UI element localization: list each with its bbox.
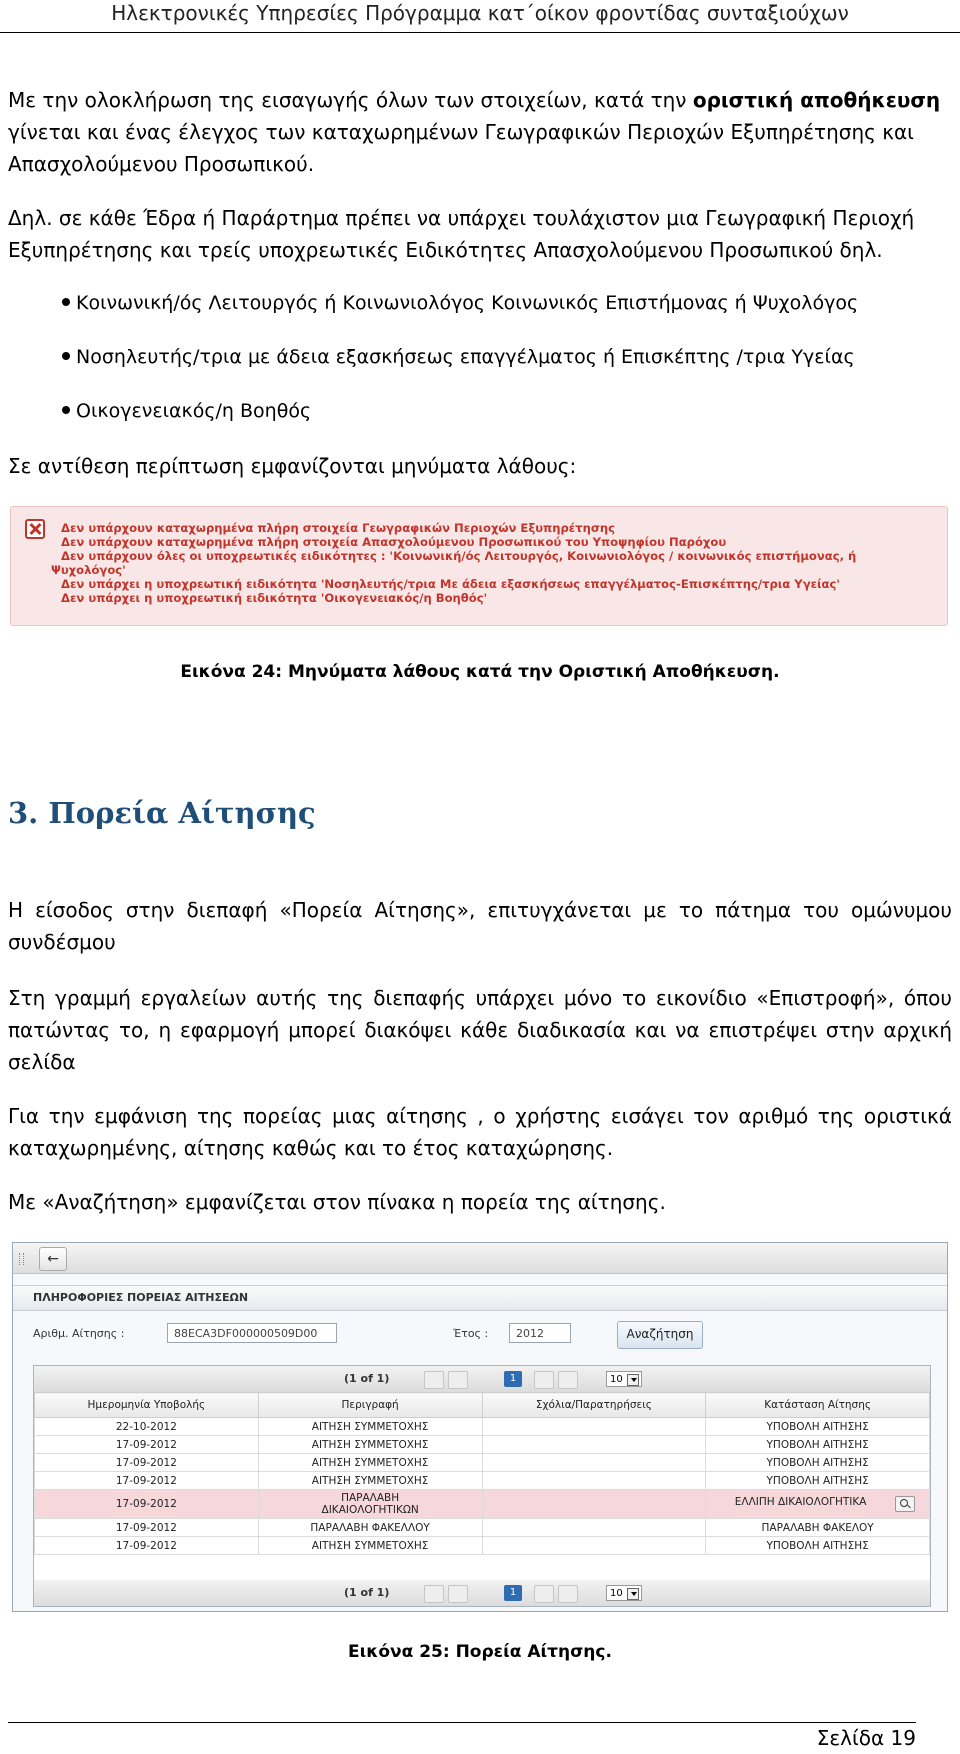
section-heading: 3. Πορεία Αίτησης: [8, 796, 316, 830]
table-cell-date: [35, 1418, 259, 1436]
cell-text: 17-09-2012: [115, 1474, 177, 1487]
table-cell-date: [35, 1490, 259, 1519]
magnifier-icon[interactable]: [895, 1496, 915, 1512]
next-page-button[interactable]: [534, 1585, 554, 1603]
table-cell-comments: [482, 1418, 706, 1436]
requirements-paragraph: [8, 202, 952, 266]
intro-bold-term: οριστική αποθήκευση: [692, 88, 941, 112]
figure-caption-25: Εικόνα 25: Πορεία Αίτησης.: [348, 1642, 612, 1662]
pager-bottom: [34, 1580, 930, 1606]
application-progress-screenshot: [12, 1242, 948, 1612]
back-button[interactable]: ←: [39, 1247, 67, 1271]
cell-text: ΑΙΤΗΣΗ ΣΥΜΜΕΤΟΧΗΣ: [311, 1420, 429, 1433]
last-page-button[interactable]: [558, 1585, 578, 1603]
table-cell-desc: [258, 1519, 482, 1537]
table-cell-date: [35, 1537, 259, 1555]
cell-text: ΠΑΡΑΛΑΒΗ ΦΑΚΕΛΛΟΥ: [310, 1521, 430, 1534]
bullet-item: [62, 396, 311, 426]
section-paragraph: Για την εμφάνιση της πορείας μιας αίτησης , ο χρήστης εισάγει τον αριθμό της οριστικά καταχωρημένης, αίτησης καθώς και το έτος καταχώρησης.: [8, 1104, 952, 1160]
application-number-input[interactable]: 88ECA3DF000000509D00: [167, 1323, 337, 1343]
table-row[interactable]: [35, 1418, 930, 1436]
table-cell-status: [706, 1436, 930, 1454]
toolbar: [13, 1243, 947, 1274]
cell-text: 17-09-2012: [115, 1456, 177, 1469]
table-cell-comments: [482, 1519, 706, 1537]
bullet-icon: [62, 406, 70, 414]
table-cell-desc: [258, 1472, 482, 1490]
error-line: Δεν υπάρχει η υποχρεωτική ειδικότητα 'Οικογενειακός/η Βοηθός': [61, 591, 488, 605]
panel-title: ΠΛΗΡΟΦΟΡΙΕΣ ΠΟΡΕΙΑΣ ΑΙΤΗΣΕΩΝ: [33, 1291, 249, 1304]
requirements-line2: Εξυπηρέτησης και τρείς υποχρεωτικές Ειδικότητες Απασχολούμενου Προσωπικού δηλ.: [8, 238, 883, 262]
table-cell-status: [706, 1418, 930, 1436]
first-page-button[interactable]: [424, 1585, 444, 1603]
error-line: Δεν υπάρχουν όλες οι υποχρεωτικές ειδικότητες : 'Κοινωνική/ός Λειτουργός, Κοινωνιολόγος / κοινωνικός επιστήμονας, ή: [61, 549, 857, 563]
error-line: Ψυχολόγος': [51, 563, 126, 577]
column-header[interactable]: Ημερομηνία Υποβολής: [35, 1393, 259, 1418]
cell-text: ΠΑΡΑΛΑΒΗ ΔΙΚΑΙΟΛΟΓΗΤΙΚΩΝ: [321, 1492, 419, 1516]
cell-text: ΑΙΤΗΣΗ ΣΥΜΜΕΤΟΧΗΣ: [311, 1438, 429, 1451]
chevron-down-icon: [631, 1592, 637, 1596]
current-page-button[interactable]: 1: [504, 1371, 522, 1387]
cell-text: ΑΙΤΗΣΗ ΣΥΜΜΕΤΟΧΗΣ: [311, 1474, 429, 1487]
table-cell-date: [35, 1519, 259, 1537]
page-size-select[interactable]: [606, 1371, 642, 1387]
footer-rule: [8, 1722, 916, 1723]
next-page-button[interactable]: [534, 1371, 554, 1389]
table-row[interactable]: [35, 1472, 930, 1490]
error-line: Δεν υπάρχει η υποχρεωτική ειδικότητα 'Νοσηλευτής/τρια Με άδεια εξασκήσεως επαγγέλματος-Επισκέπτης/τρια Υγείας': [61, 577, 840, 591]
table-cell-desc: [258, 1454, 482, 1472]
chevron-down-icon: [631, 1378, 637, 1382]
table-row[interactable]: [35, 1537, 930, 1555]
table-cell-comments: [482, 1454, 706, 1472]
table-row[interactable]: [35, 1490, 930, 1519]
table-cell-desc: [258, 1418, 482, 1436]
page-size-select[interactable]: [606, 1585, 642, 1601]
table-cell-date: [35, 1472, 259, 1490]
section-paragraph: Στη γραμμή εργαλείων αυτής της διεπαφής υπάρχει μόνο το εικονίδιο «Επιστροφή», όπου πατώντας το, η εφαρμογή μπορεί διακόψει κάθε διαδικασία και να επιστρέψει στην αρχική σελίδα: [8, 986, 952, 1074]
table-cell-desc: [258, 1436, 482, 1454]
cell-text: 17-09-2012: [115, 1539, 177, 1552]
page-header: Ηλεκτρονικές Υπηρεσίες Πρόγραμμα κατ΄οίκον φροντίδας συνταξιούχων: [0, 0, 960, 33]
bullet-text: Νοσηλευτής/τρια με άδεια εξασκήσεως επαγγέλματος ή Επισκέπτης /τρια Υγείας: [76, 346, 855, 368]
bullet-icon: [62, 352, 70, 360]
cell-text: ΠΑΡΑΛΑΒΗ ΦΑΚΕΛΟΥ: [761, 1521, 874, 1534]
table-cell-comments: [482, 1537, 706, 1555]
table-cell-comments: [482, 1490, 706, 1519]
page-size-value: 10: [610, 1374, 623, 1385]
table-cell-comments: [482, 1436, 706, 1454]
table-cell-status: [706, 1454, 930, 1472]
error-intro: Σε αντίθεση περίπτωση εμφανίζονται μηνύματα λάθους:: [8, 454, 577, 478]
search-button[interactable]: Αναζήτηση: [617, 1321, 703, 1349]
bullet-icon: [62, 298, 70, 306]
pager-top: [34, 1366, 930, 1392]
error-icon: [25, 519, 45, 539]
column-header[interactable]: Κατάσταση Αίτησης: [706, 1393, 930, 1418]
requirements-line1: Δηλ. σε κάθε Έδρα ή Παράρτημα πρέπει να υπάρχει τουλάχιστον μια Γεωγραφική Περιοχή: [8, 206, 915, 230]
table-cell-date: [35, 1454, 259, 1472]
table-cell-desc: [258, 1490, 482, 1519]
panel-title-bar: [13, 1285, 947, 1311]
year-label: Έτος :: [453, 1327, 489, 1340]
last-page-button[interactable]: [558, 1371, 578, 1389]
table-cell-desc: [258, 1537, 482, 1555]
cell-text: ΥΠΟΒΟΛΗ ΑΙΤΗΣΗΣ: [766, 1420, 869, 1433]
table-cell-status: [706, 1519, 930, 1537]
table-cell-status: [706, 1472, 930, 1490]
error-message-box: [10, 506, 948, 626]
intro-line2: γίνεται και ένας έλεγχος των καταχωρημένων Γεωγραφικών Περιοχών Εξυπηρέτησης και: [8, 120, 914, 144]
intro-line1: Με την ολοκλήρωση της εισαγωγής όλων των στοιχείων, κατά την: [8, 88, 693, 112]
cell-text: 17-09-2012: [115, 1438, 177, 1451]
cell-text: ΥΠΟΒΟΛΗ ΑΙΤΗΣΗΣ: [766, 1456, 869, 1469]
progress-grid: [34, 1392, 930, 1555]
first-page-button[interactable]: [424, 1371, 444, 1389]
cell-text: ΑΙΤΗΣΗ ΣΥΜΜΕΤΟΧΗΣ: [311, 1539, 429, 1552]
error-line: Δεν υπάρχουν καταχωρημένα πλήρη στοιχεία Γεωγραφικών Περιοχών Εξυπηρέτησης: [61, 521, 616, 535]
cell-text: ΥΠΟΒΟΛΗ ΑΙΤΗΣΗΣ: [766, 1438, 869, 1451]
pager-count: (1 of 1): [344, 1586, 390, 1599]
cell-text: 17-09-2012: [115, 1498, 177, 1510]
cell-text: ΥΠΟΒΟΛΗ ΑΙΤΗΣΗΣ: [766, 1474, 869, 1487]
section-paragraph: Με «Αναζήτηση» εμφανίζεται στον πίνακα η πορεία της αίτησης.: [8, 1190, 666, 1214]
bullet-text: Κοινωνική/ός Λειτουργός ή Κοινωνιολόγος Κοινωνικός Επιστήμονας ή Ψυχολόγος: [76, 292, 859, 314]
table-row[interactable]: [35, 1436, 930, 1454]
table-row[interactable]: [35, 1519, 930, 1537]
table-cell-status: [706, 1490, 930, 1519]
bullet-item: [62, 342, 855, 372]
figure-caption-24: Εικόνα 24: Μηνύματα λάθους κατά την Οριστική Αποθήκευση.: [180, 662, 780, 682]
progress-table: [33, 1365, 931, 1607]
column-header[interactable]: Σχόλια/Παρατηρήσεις: [482, 1393, 706, 1418]
prev-page-button[interactable]: [448, 1585, 468, 1603]
column-header[interactable]: Περιγραφή: [258, 1393, 482, 1418]
page-number: Σελίδα 19: [816, 1726, 916, 1750]
application-number-label: Αριθμ. Αίτησης :: [33, 1327, 125, 1340]
table-row[interactable]: [35, 1454, 930, 1472]
prev-page-button[interactable]: [448, 1371, 468, 1389]
error-line: Δεν υπάρχουν καταχωρημένα πλήρη στοιχεία Απασχολούμενου Προσωπικού του Υποψηφίου Παρόχου: [61, 535, 727, 549]
table-header-row: [35, 1393, 930, 1418]
bullet-item: [62, 288, 858, 318]
intro-line3: Απασχολούμενου Προσωπικού.: [8, 152, 315, 176]
intro-paragraph: [8, 84, 952, 180]
current-page-button[interactable]: 1: [504, 1585, 522, 1601]
table-cell-comments: [482, 1472, 706, 1490]
year-input[interactable]: 2012: [509, 1323, 571, 1343]
cell-text: ΕΛΛΙΠΗ ΔΙΚΑΙΟΛΟΓΗΤΙΚΑ: [734, 1496, 867, 1508]
cell-text: ΥΠΟΒΟΛΗ ΑΙΤΗΣΗΣ: [766, 1539, 869, 1552]
bullet-text: Οικογενειακός/η Βοηθός: [76, 400, 312, 422]
table-cell-status: [706, 1537, 930, 1555]
toolbar-grip-icon: [19, 1253, 24, 1265]
cell-text: ΑΙΤΗΣΗ ΣΥΜΜΕΤΟΧΗΣ: [311, 1456, 429, 1469]
section-paragraph: Η είσοδος στην διεπαφή «Πορεία Αίτησης», επιτυγχάνεται με το πάτημα του ομώνυμου συνδέσμου: [8, 898, 952, 954]
cell-text: 17-09-2012: [115, 1521, 177, 1534]
cell-text: 22-10-2012: [115, 1420, 177, 1433]
table-cell-date: [35, 1436, 259, 1454]
pager-count: (1 of 1): [344, 1372, 390, 1385]
page-size-value: 10: [610, 1588, 623, 1599]
